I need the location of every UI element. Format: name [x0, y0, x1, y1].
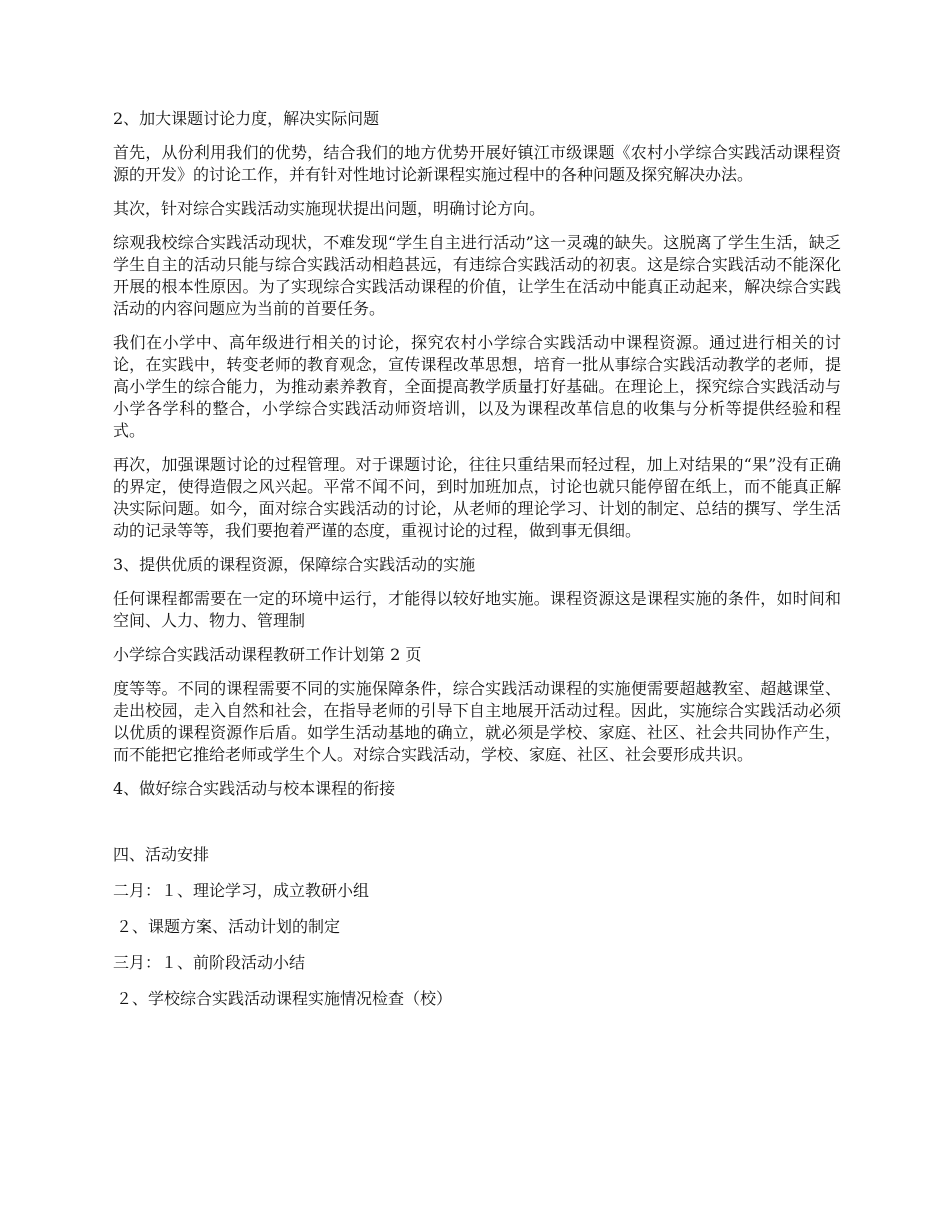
blank-gap: [113, 812, 841, 844]
paragraph: 首先，从份利用我们的优势，结合我们的地方优势开展好镇江市级课题《农村小学综合实践活动课程资源的开发》的讨论工作，并有针对性地讨论新课程实施过程中的各种问题及探究解决办法。: [113, 143, 841, 184]
schedule-item: ２、学校综合实践活动课程实施情况检查（校）: [116, 989, 453, 1008]
schedule-item: ２、课题方案、活动计划的制定: [116, 917, 341, 936]
section-title-activity-arrangement: 四、活动安排: [113, 845, 210, 864]
section-heading-3: 3、提供优质的课程资源，保障综合实践活动的实施: [113, 555, 476, 574]
section-heading-2: 2、加大课题讨论力度，解决实际问题: [113, 109, 380, 128]
section-heading-4: 4、做好综合实践活动与校本课程的衔接: [113, 779, 396, 798]
page-number-label: 小学综合实践活动课程教研工作计划第 2 页: [113, 645, 422, 664]
schedule-item: 二月：１、理论学习，成立教研小组: [113, 881, 370, 900]
paragraph: 其次，针对综合实践活动实施现状提出问题，明确讨论方向。: [113, 199, 546, 218]
document-page: [113, 108, 841, 1024]
schedule-item: 三月：１、前阶段活动小结: [113, 953, 306, 972]
paragraph: 任何课程都需要在一定的环境中运行，才能得以较好地实施。课程资源这是课程实施的条件，如时间和空间、人力、物力、管理制: [113, 589, 841, 630]
paragraph: 综观我校综合实践活动现状，不难发现“学生自主进行活动”这一灵魂的缺失。这脱离了学生生活，缺乏学生自主的活动只能与综合实践活动相趋甚远，有违综合实践活动的初衷。这是综合实践活动不能深化开展的根本性原因。为了实现综合实践活动课程的价值，让学生在活动中能真正动起来，解决综合实践活动的内容问题应为当前的首要任务。: [113, 233, 841, 318]
paragraph: 度等等。不同的课程需要不同的实施保障条件，综合实践活动课程的实施便需要超越教室、超越课堂、走出校园，走入自然和社会，在指导老师的引导下自主地展开活动过程。因此，实施综合实践活动必须以优质的课程资源作后盾。如学生活动基地的确立，就必须是学校、家庭、社区、社会共同协作产生，而不能把它推给老师或学生个人。对综合实践活动，学校、家庭、社区、社会要形成共识。: [113, 679, 841, 764]
paragraph: 我们在小学中、高年级进行相关的讨论，探究农村小学综合实践活动中课程资源。通过进行相关的讨论，在实践中，转变老师的教育观念，宣传课程改革思想，培育一批从事综合实践活动教学的老师，提高小学生的综合能力，为推动素养教育，全面提高教学质量打好基础。在理论上，探究综合实践活动与小学各学科的整合，小学综合实践活动师资培训，以及为课程改革信息的收集与分析等提供经验和程式。: [113, 333, 841, 440]
paragraph: 再次，加强课题讨论的过程管理。对于课题讨论，往往只重结果而轻过程，加上对结果的“果”没有正确的界定，使得造假之风兴起。平常不闻不问，到时加班加点，讨论也就只能停留在纸上，而不能真正解决实际问题。如今，面对综合实践活动的讨论，从老师的理论学习、计划的制定、总结的撰写、学生活动的记录等等，我们要抱着严谨的态度，重视讨论的过程，做到事无俱细。: [113, 455, 841, 540]
